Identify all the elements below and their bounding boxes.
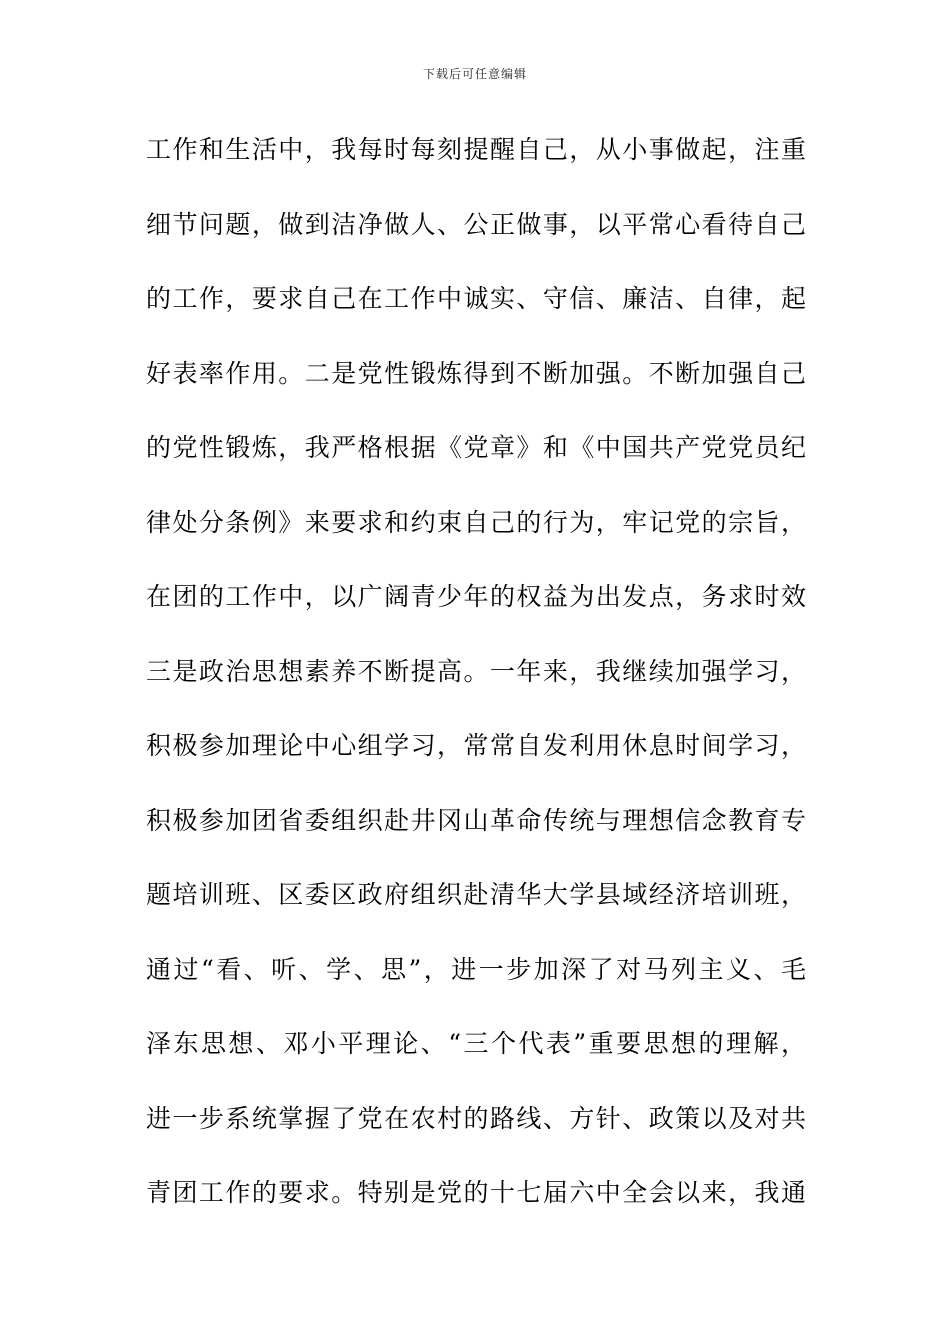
text-line: 泽东思想、邓小平理论、“三个代表”重要思想的理解， bbox=[146, 1029, 806, 1058]
text-line: 积极参加理论中心组学习，常常自发利用休息时间学习， bbox=[146, 731, 806, 760]
text-line: 律处分条例》来要求和约束自己的行为，牢记党的宗旨， bbox=[146, 507, 806, 537]
text-line: 的党性锻炼，我严格根据《党章》和《中国共产党党员纪 bbox=[146, 433, 806, 462]
text-line: 细节问题，做到洁净做人、公正做事，以平常心看待自己 bbox=[146, 209, 806, 239]
text-line: 工作和生活中，我每时每刻提醒自己，从小事做起，注重 bbox=[146, 135, 806, 164]
text-line: 通过“看、听、学、思”，进一步加深了对马列主义、毛 bbox=[146, 954, 806, 984]
text-line: 三是政治思想素养不断提高。一年来，我继续加强学习， bbox=[146, 656, 806, 686]
text-line: 题培训班、区委区政府组织赴清华大学县域经济培训班， bbox=[146, 880, 806, 909]
text-line: 的工作，要求自己在工作中诚实、守信、廉洁、自律，起 bbox=[146, 284, 806, 313]
text-line: 青团工作的要求。特别是党的十七届六中全会以来，我通 bbox=[146, 1178, 806, 1207]
body-text bbox=[146, 130, 806, 1248]
text-line: 好表率作用。二是党性锻炼得到不断加强。不断加强自己 bbox=[146, 358, 806, 388]
text-line: 积极参加团省委组织赴井冈山革命传统与理想信念教育专 bbox=[146, 805, 806, 835]
text-line: 进一步系统掌握了党在农村的路线、方针、政策以及对共 bbox=[146, 1103, 806, 1133]
text-line: 在团的工作中，以广阔青少年的权益为出发点，务求时效 bbox=[146, 582, 806, 611]
header-note: 下载后可任意编辑 bbox=[422, 67, 527, 81]
